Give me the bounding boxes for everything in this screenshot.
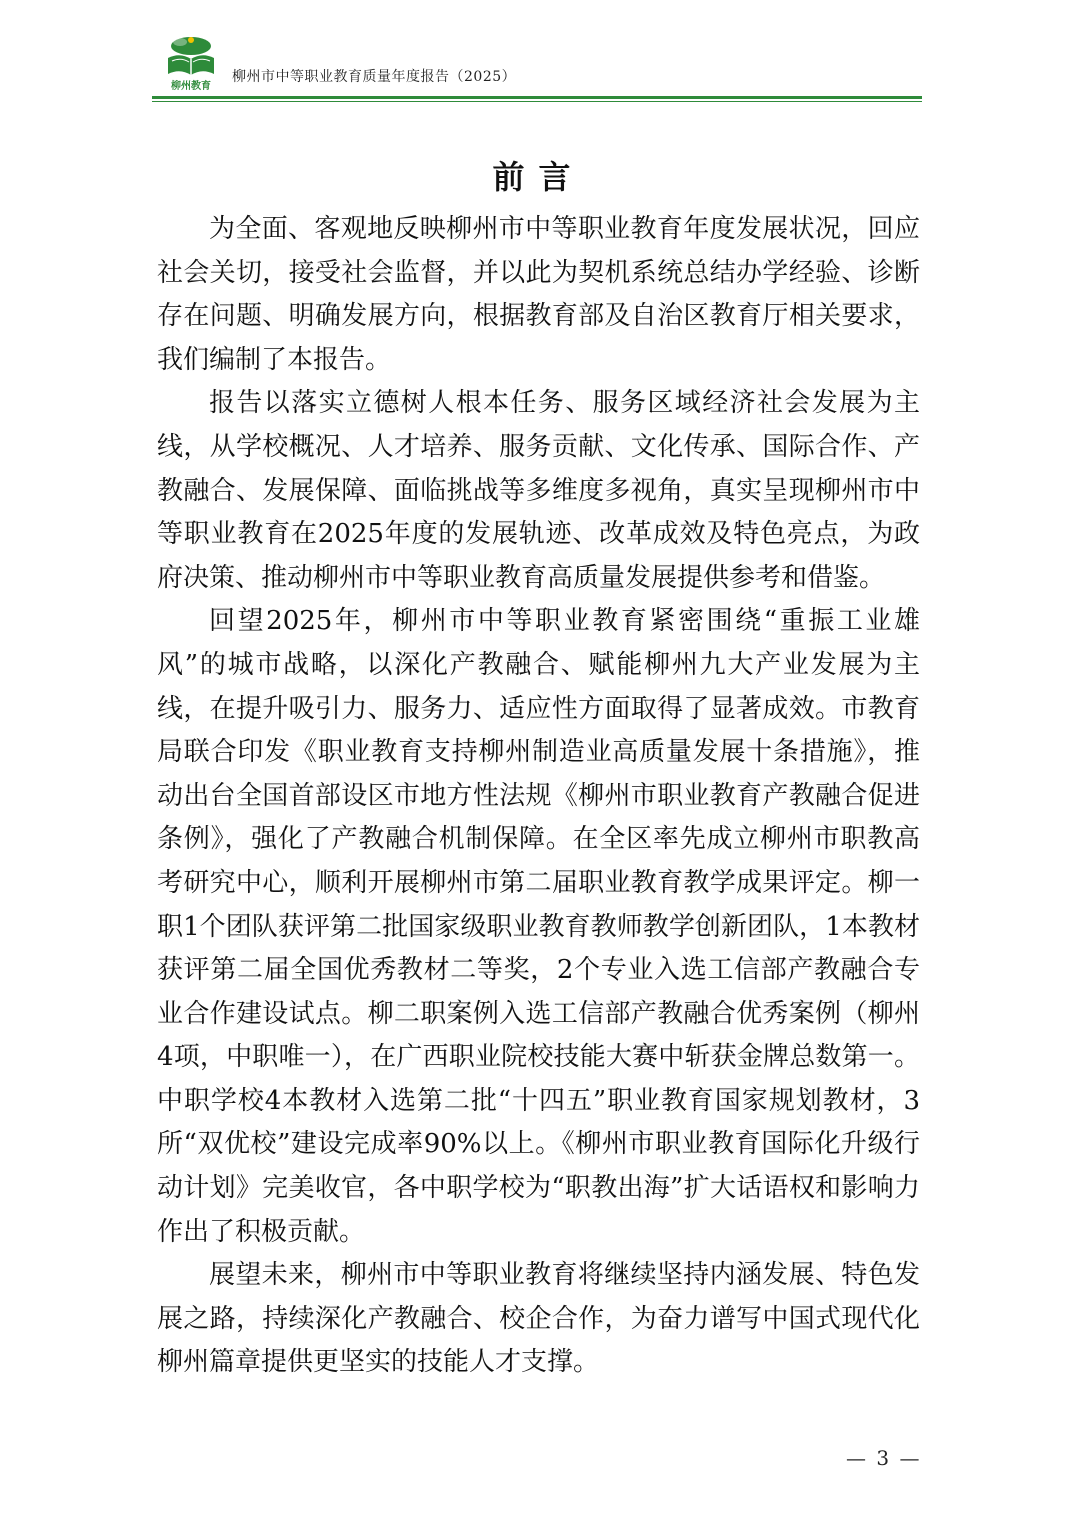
document-body — [157, 152, 920, 1385]
header-rule-thick — [152, 96, 922, 99]
paragraph-4: 展望未来，柳州市中等职业教育将继续坚持内涵发展、特色发展之路，持续深化产教融合、校企合作，为奋力谱写中国式现代化柳州篇章提供更坚实的技能人才支撑。 — [157, 1260, 920, 1378]
page-title: 前言 — [492, 158, 585, 196]
paragraph-1: 为全面、客观地反映柳州市中等职业教育年度发展状况，回应社会关切，接受社会监督，并以此为契机系统总结办学经验、诊断存在问题、明确发展方向，根据教育部及自治区教育厅相关要求，我们编制了本报告。 — [157, 214, 920, 375]
page-header — [152, 30, 922, 102]
page-number: — 3 — — [846, 1446, 922, 1470]
paragraph-2: 报告以落实立德树人根本任务、服务区域经济社会发展为主线，从学校概况、人才培养、服务贡献、文化传承、国际合作、产教融合、发展保障、面临挑战等多维度多视角，真实呈现柳州市中等职业教育在2025年度的发展轨迹、改革成效及特色亮点，为政府决策、推动柳州市中等职业教育高质量发展提供参考和借鉴。 — [157, 388, 920, 593]
paragraph-3: 回望2025年，柳州市中等职业教育紧密围绕“重振工业雄风”的城市战略，以深化产教融合、赋能柳州九大产业发展为主线，在提升吸引力、服务力、适应性方面取得了显著成效。市教育局联合印发《职业教育支持柳州制造业高质量发展十条措施》，推动出台全国首部设区市地方性法规《柳州市职业教育产教融合促进条例》，强化了产教融合机制保障。在全区率先成立柳州市职教高考研究中心，顺利开展柳州市第二届职业教育教学成果评定。柳一职1个团队获评第二批国家级职业教育教师教学创新团队，1本教材获评第二届全国优秀教材二等奖，2个专业入选工信部产教融合专业合作建设试点。柳二职案例入选工信部产教融合优秀案例（柳州4项，中职唯一），在广西职业院校技能大赛中斩获金牌总数第一。中职学校4本教材入选第二批“十四五”职业教育国家规划教材，3所“双优校”建设完成率90%以上。《柳州市职业教育国际化升级行动计划》完美收官，各中职学校为“职教出海”扩大话语权和影响力作出了积极贡献。 — [157, 606, 920, 1247]
header-rule-thin — [152, 101, 922, 102]
report-header-title: 柳州市中等职业教育质量年度报告（2025） — [232, 69, 517, 85]
logo-text: 柳州教育 — [171, 81, 211, 92]
liuzhou-education-logo — [158, 32, 224, 92]
